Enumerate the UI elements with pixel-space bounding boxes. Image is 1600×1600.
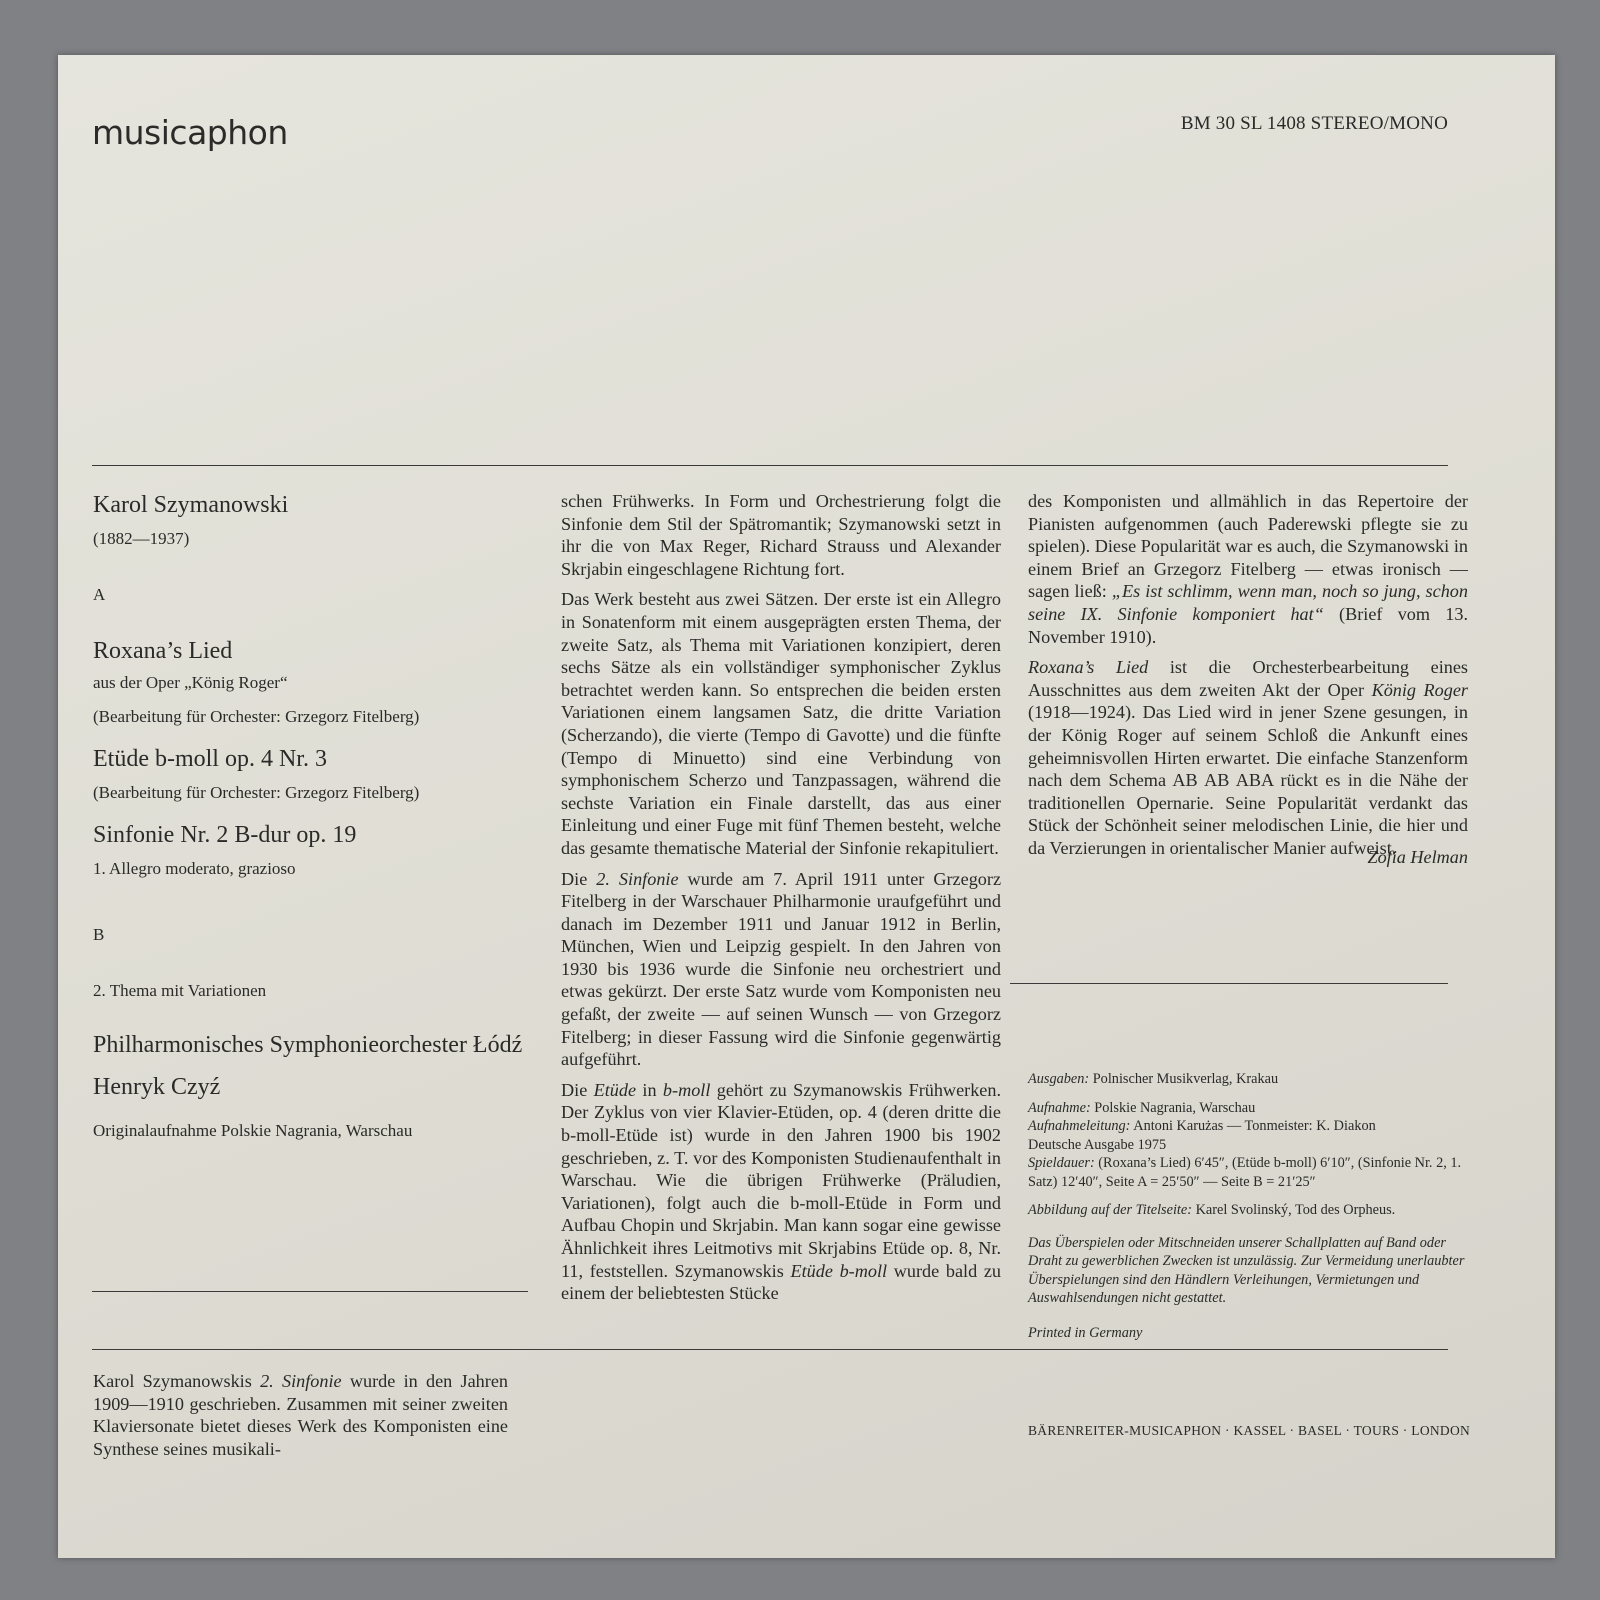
movement-2: 2. Thema mit Variationen: [93, 981, 267, 1000]
col1-divider: [92, 1291, 528, 1292]
author-signature: Zofia Helman: [1367, 846, 1468, 867]
editions-line: Ausgaben: Polnischer Musikverlag, Krakau: [1028, 1071, 1279, 1087]
essay-paragraph-1: schen Frühwerks. In Form und Orchestrierung folgt die Sinfonie dem Stil der Spätromantik; Szymanowski setzt in ihr die von Max Reger, Richard Strauss und Alexander Skrjabin eingeschlagene Richtung fort.: [561, 491, 1001, 579]
work-2-title: Etüde b-moll op. 4 Nr. 3: [93, 746, 327, 772]
essay-paragraph-2: Das Werk besteht aus zwei Sätzen. Der erste ist ein Allegro in Sonatenform mit einem ausgeprägten ersten Thema, der zweite Satz, als Thema mit Variationen konzipiert, deren sechs Sätze als ein vollständiger symphonischer Zyklus betrachtet werden kann. So entsprechen die beiden ersten Variationen einem langsamen Satz, die dritte Variation (Scherzando), die vierte (Tempo di Gavotte) und die fünfte (Tempo di Minuetto) sind eine Verbindung von symphonischem Scherzo und Tanzpassagen, während die sechste Variation ein Finale darstellt, das aus einer Einleitung und einer Fuge mit fünf Themen besteht, welche das gesamte thematische Material der Sinfonie rekapituliert.: [561, 589, 1001, 858]
essay-paragraph-3: Die 2. Sinfonie wurde am 7. April 1911 unter Grzegorz Fitelberg in der Warschauer Philharmonie uraufgeführt und danach im Dezember 1911 und Januar 1912 in Berlin, München, Wien und Leipzig gespielt. In den Jahren von 1930 bis 1936 wurde die Sinfonie neu orchestriert und etwas gekürzt. Der erste Satz wurde vom Komponisten neu gefaßt, der zweite — auf seinen Wunsch — von Grzegorz Fitelberg; in dieser Fassung wird die Sinfonie gegenwärtig aufgeführt.: [561, 868, 1002, 1070]
composer-name: Karol Szymanowski: [93, 492, 289, 518]
musicaphon-logo: musicaphon: [92, 113, 288, 152]
essay-paragraph-5: des Komponisten und allmählich in das Repertoire der Pianisten aufgenommen (auch Paderewski pflegte sie zu spielen). Diese Popularität war es auch, die Szymanowski in einem Brief an Grzegorz Fitelberg — etwas ironisch — sagen ließ: „Es ist schlimm, wenn man, noch so jung, schon seine IX. Sinfonie komponiert hat“ (Brief vom 13. November 1910).: [1028, 491, 1468, 647]
side-a-label: A: [93, 585, 106, 604]
recording-origin: Originalaufnahme Polskie Nagrania, Warschau: [93, 1121, 413, 1140]
recording-direction-line: Aufnahmeleitung: Antoni Karużas — Tonmeister: K. Diakon: [1028, 1118, 1376, 1134]
movement-1: 1. Allegro moderato, grazioso: [93, 859, 296, 878]
work-1-source: aus der Oper „König Roger“: [93, 673, 288, 692]
program-column: [93, 490, 538, 1459]
publisher-footer: BÄRENREITER-MUSICAPHON · KASSEL · BASEL · TOURS · LONDON: [1028, 1423, 1471, 1438]
edition-year-line: Deutsche Ausgabe 1975: [1028, 1136, 1167, 1153]
essay-column: [561, 490, 1001, 1313]
recording-line: Aufnahme: Polskie Nagrania, Warschau: [1028, 1099, 1256, 1116]
essay-paragraph-4: Die Etüde in b-moll gehört zu Szymanowskis Frühwerken. Der Zyklus von vier Klavier-Etüden, op. 4 (deren dritte die b-moll-Etüde ist) wurde in den Jahren 1900 bis 1902 geschrieben, z. T. vor des Komponisten Studienaufenthalt in Warschau. Wie die übrigen Frühwerke (Präludien, Variationen), folgt auch die b-moll-Etüde in Form und Aufbau Chopin und Skrjabin. Man kann sogar eine gewisse Ähnlichkeit ihres Leitmotivs mit Skrjabins Etüde op. 8, Nr. 11, feststellen. Szymanowskis Etüde b-moll wurde bald zu einem der beliebtesten Stücke: [561, 1079, 1002, 1304]
work-2-arrangement: (Bearbeitung für Orchester: Grzegorz Fitelberg): [93, 783, 420, 802]
composer-dates: (1882—1937): [93, 529, 190, 548]
conductor-name: Henryk Czyź: [93, 1074, 221, 1100]
intro-paragraph: Karol Szymanowskis 2. Sinfonie wurde in den Jahren 1909—1910 geschrieben. Zusammen mit seiner zweiten Klaviersonate bietet dieses Werk des Komponisten eine Synthese seines musikali-: [93, 1371, 508, 1459]
work-1-title: Roxana’s Lied: [93, 638, 233, 664]
side-b-label: B: [93, 925, 105, 944]
printed-in: Printed in Germany: [1028, 1324, 1143, 1341]
orchestra-name: Philharmonisches Symphonieorchester Łódź: [93, 1032, 523, 1058]
credits-block: [1028, 1070, 1470, 1352]
work-3-title: Sinfonie Nr. 2 B-dur op. 19: [93, 822, 357, 848]
duration-line: Spieldauer: (Roxana’s Lied) 6′45″, (Etüde b-moll) 6′10″, (Sinfonie Nr. 2, 1. Satz) 12′40″, Seite A = 25′50″ — Seite B = 21′25″: [1028, 1155, 1462, 1190]
record-sleeve: [58, 55, 1555, 1558]
catalog-number: BM 30 SL 1408 STEREO/MONO: [1180, 113, 1448, 134]
copyright-notice: Das Überspielen oder Mitschneiden unserer Schallplatten auf Band oder Draht zu gewerblichen Zwecken ist unzulässig. Zur Vermeidung unerlaubter Überspielungen sind den Händlern Verleihungen, Vermietungen und Auswahlsendungen nicht gestattet.: [1028, 1234, 1465, 1306]
col3-divider: [1010, 983, 1448, 984]
cover-art-line: Abbildung auf der Titelseite: Karel Svolinský, Tod des Orpheus.: [1028, 1202, 1396, 1218]
essay-column-continued: [1028, 490, 1471, 1438]
top-divider: [92, 465, 1448, 466]
work-1-arrangement: (Bearbeitung für Orchester: Grzegorz Fitelberg): [93, 707, 420, 726]
essay-paragraph-6: Roxana’s Lied ist die Orchesterbearbeitung eines Ausschnittes aus dem zweiten Akt der Oper König Roger (1918—1924). Das Lied wird in jener Szene gesungen, in der König Roger auf seinem Schloß die Ankunft eines geheimnisvollen Hirten erwartet. Die einfache Stanzenform nach dem Schema AB AB ABA rückt es in die Nähe der traditionellen Opernarie. Seine Popularität verdankt das Stück der Schönheit seiner melodischen Linie, die hier und da Verzierungen in orientalischer Manier aufweist.: [1028, 657, 1468, 858]
